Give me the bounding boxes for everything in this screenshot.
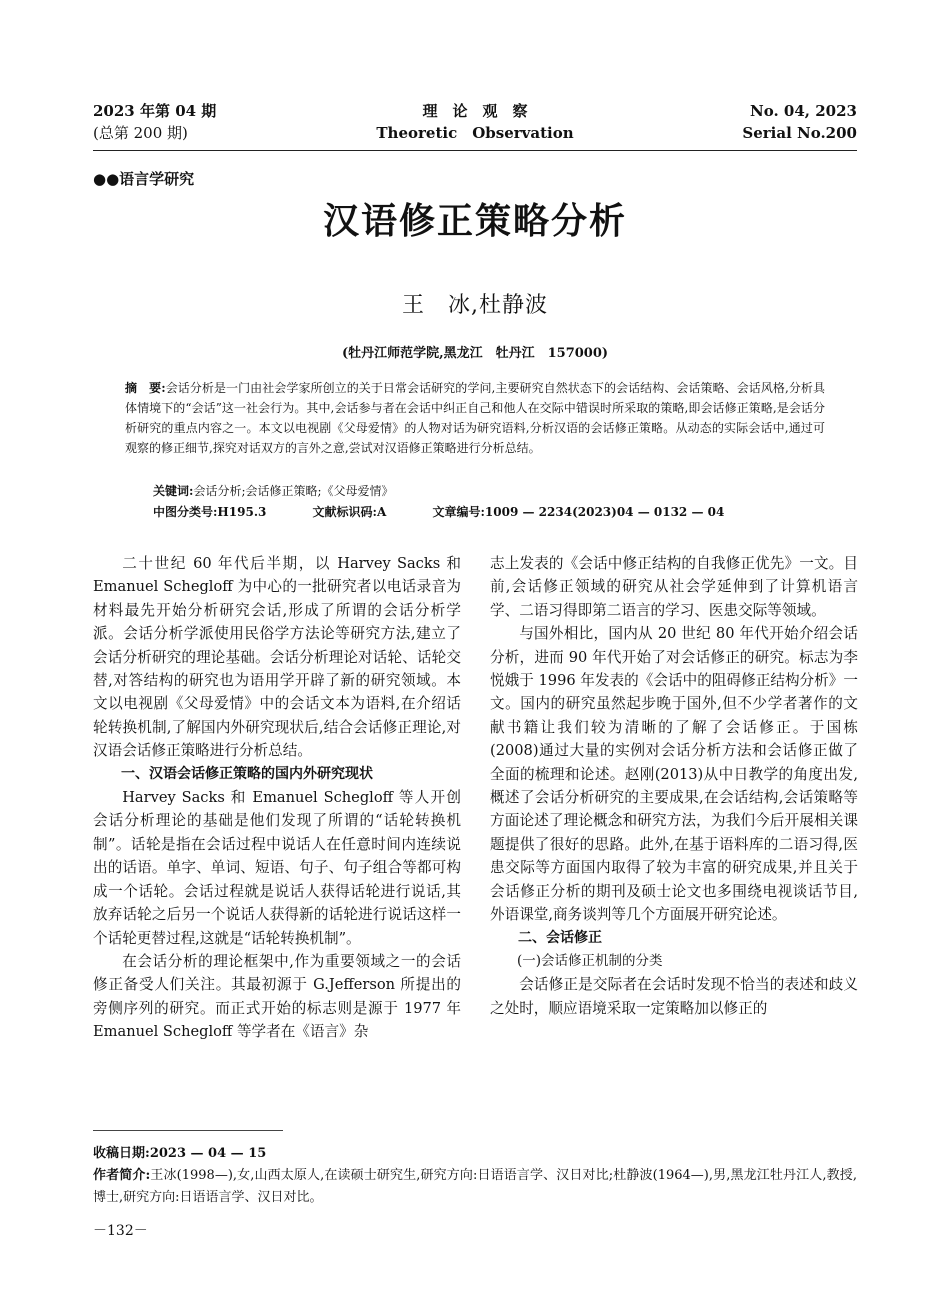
article-authors: 王 冰,杜静波 (402, 293, 548, 318)
body-column-left (93, 552, 461, 1044)
bio-label: 作者简介: (93, 1168, 151, 1183)
author-affiliation: (牡丹江师范学院,黑龙江 牡丹江 157000) (341, 346, 609, 361)
received-label: 收稿日期: (93, 1146, 150, 1161)
section-heading: 二、会话修正 (518, 929, 602, 946)
footnote-rule (93, 1130, 283, 1131)
paragraph: 二十世纪 60 年代后半期，以 Harvey Sacks 和 Emanuel Schegloff 为中心的一批研究者以电话录音为材料最先开始分析研究会话,形成了所谓的会话分析学派。会话分析学派使用民俗学方法论等研究方法,建立了会话分析研究的理论基础。会话分析理论对话轮、话轮交替,对答结构的研究也为语用学开辟了新的研究领域。本文以电视剧《父母爱情》中的会话文本为语料,在介绍话轮转换机制,了解国内外研究现状后,结合会话修正理论,对汉语会话修正策略进行分析总结。 (93, 555, 461, 760)
paragraph: 与国外相比，国内从 20 世纪 80 年代开始介绍会话分析，进而 90 年代开始了对会话修正的研究。标志为李悦娥于 1996 年发表的《会话中的阻碍修正结构分析》一文。国内的研究虽然起步晚于国外,但不少学者著作的文献书籍让我们较为清晰的了解了会话修正。于国栋(2008)通过大量的实例对会话分析方法和会话修正做了全面的梳理和论述。赵刚(2013)从中日教学的角度出发,概述了会话分析研究的主要成果,在会话结构,会话策略等方面论述了理论概念和研究方法，为我们今后开展相关课题提供了很好的思路。此外,在基于语料库的二语习得,医患交际等方面国内取得了较为丰富的研究成果,并且关于会话修正分析的期刊及硕士论文也多围绕电视谈话节目,外语课堂,商务谈判等几个方面展开研究论述。 (490, 625, 858, 924)
keywords (153, 482, 394, 499)
received-date (93, 1143, 857, 1165)
paragraph: Harvey Sacks 和 Emanuel Schegloff 等人开创会话分析理论的基础是他们发现了所谓的“话轮转换机制”。话轮是指在会话过程中说话人在任意时间内连续说出的话语。单字、单词、短语、句子、句子组合等都可构成一个话轮。会话过程就是说话人获得话轮进行说话,其放弃话轮之后另一个说话人获得新的话轮进行说话这样一个话轮更替过程,这就是“话轮转换机制”。 (93, 789, 461, 947)
received-value: 2023 — 04 — 15 (149, 1146, 267, 1161)
serial-number-en: Serial No.200 (742, 124, 857, 142)
abstract-text: 会话分析是一门由社会学家所创立的关于日常会话研究的学问,主要研究自然状态下的会话结构、会话策略、会话风格,分析具体情境下的“会话”这一社会行为。其中,会话参与者在会话中纠正自己和他人在交际中错误时所采取的策略,即会话修正策略,是会话分析研究的重点内容之一。本文以电视剧《父母爱情》的人物对话为研究语料,分析汉语的会话修正策略。从动态的实际会话中,通过可观察的修正细节,探究对话双方的言外之意,尝试对汉语修正策略进行分析总结。 (125, 381, 825, 455)
issue-number: 2023 年第 04 期 (93, 102, 217, 120)
journal-name-en: Theoretic Observation (376, 124, 574, 142)
body-column-right (490, 552, 858, 1020)
page-number: －132－ (93, 1223, 148, 1239)
clc-number: 中图分类号:H195.3 (153, 505, 267, 519)
header-rule (93, 150, 857, 151)
keywords-label: 关键词: (153, 484, 194, 498)
article-title: 汉语修正策略分析 (322, 200, 627, 242)
journal-name-cn: 理 论 观 察 (422, 102, 528, 120)
paragraph: 会话修正是交际者在会话时发现不恰当的表述和歧义之处时，顺应语境采取一定策略加以修正的 (490, 976, 858, 1017)
bio-text: 王冰(1998—),女,山西太原人,在读硕士研究生,研究方向:日语语言学、汉日对比;杜静波(1964—),男,黑龙江牡丹江人,教授,博士,研究方向:日语语言学、汉日对比。 (93, 1168, 857, 1205)
issue-number-en: No. 04, 2023 (750, 102, 857, 120)
subsection-heading: (一)会话修正机制的分类 (517, 952, 663, 969)
keywords-text: 会话分析;会话修正策略;《父母爱情》 (193, 484, 394, 498)
section-heading: 一、汉语会话修正策略的国内外研究现状 (121, 765, 373, 782)
column-tag: ●●语言学研究 (93, 170, 195, 188)
abstract (125, 378, 825, 458)
article-number: 文章编号:1009 — 2234(2023)04 — 0132 — 04 (432, 505, 725, 519)
journal-issue-en (742, 100, 857, 144)
document-code: 文献标识码:A (312, 505, 387, 519)
author-bio (93, 1165, 857, 1209)
serial-issue: (总第 200 期) (93, 124, 188, 142)
paragraph: 在会话分析的理论框架中,作为重要领域之一的会话修正备受人们关注。其最初源于 G.Jefferson 所提出的旁侧序列的研究。而正式开始的标志则是源于 1977 年 Emanuel Schegloff 等学者在《语言》杂 (93, 952, 461, 1041)
classification-line (153, 503, 766, 520)
abstract-label: 摘 要: (125, 381, 166, 395)
paragraph-continued: 志上发表的《会话中修正结构的自我修正优先》一文。目前,会话修正领域的研究从社会学延伸到了计算机语言学、二语习得即第二语言的学习、医患交际等领域。 (490, 555, 858, 619)
